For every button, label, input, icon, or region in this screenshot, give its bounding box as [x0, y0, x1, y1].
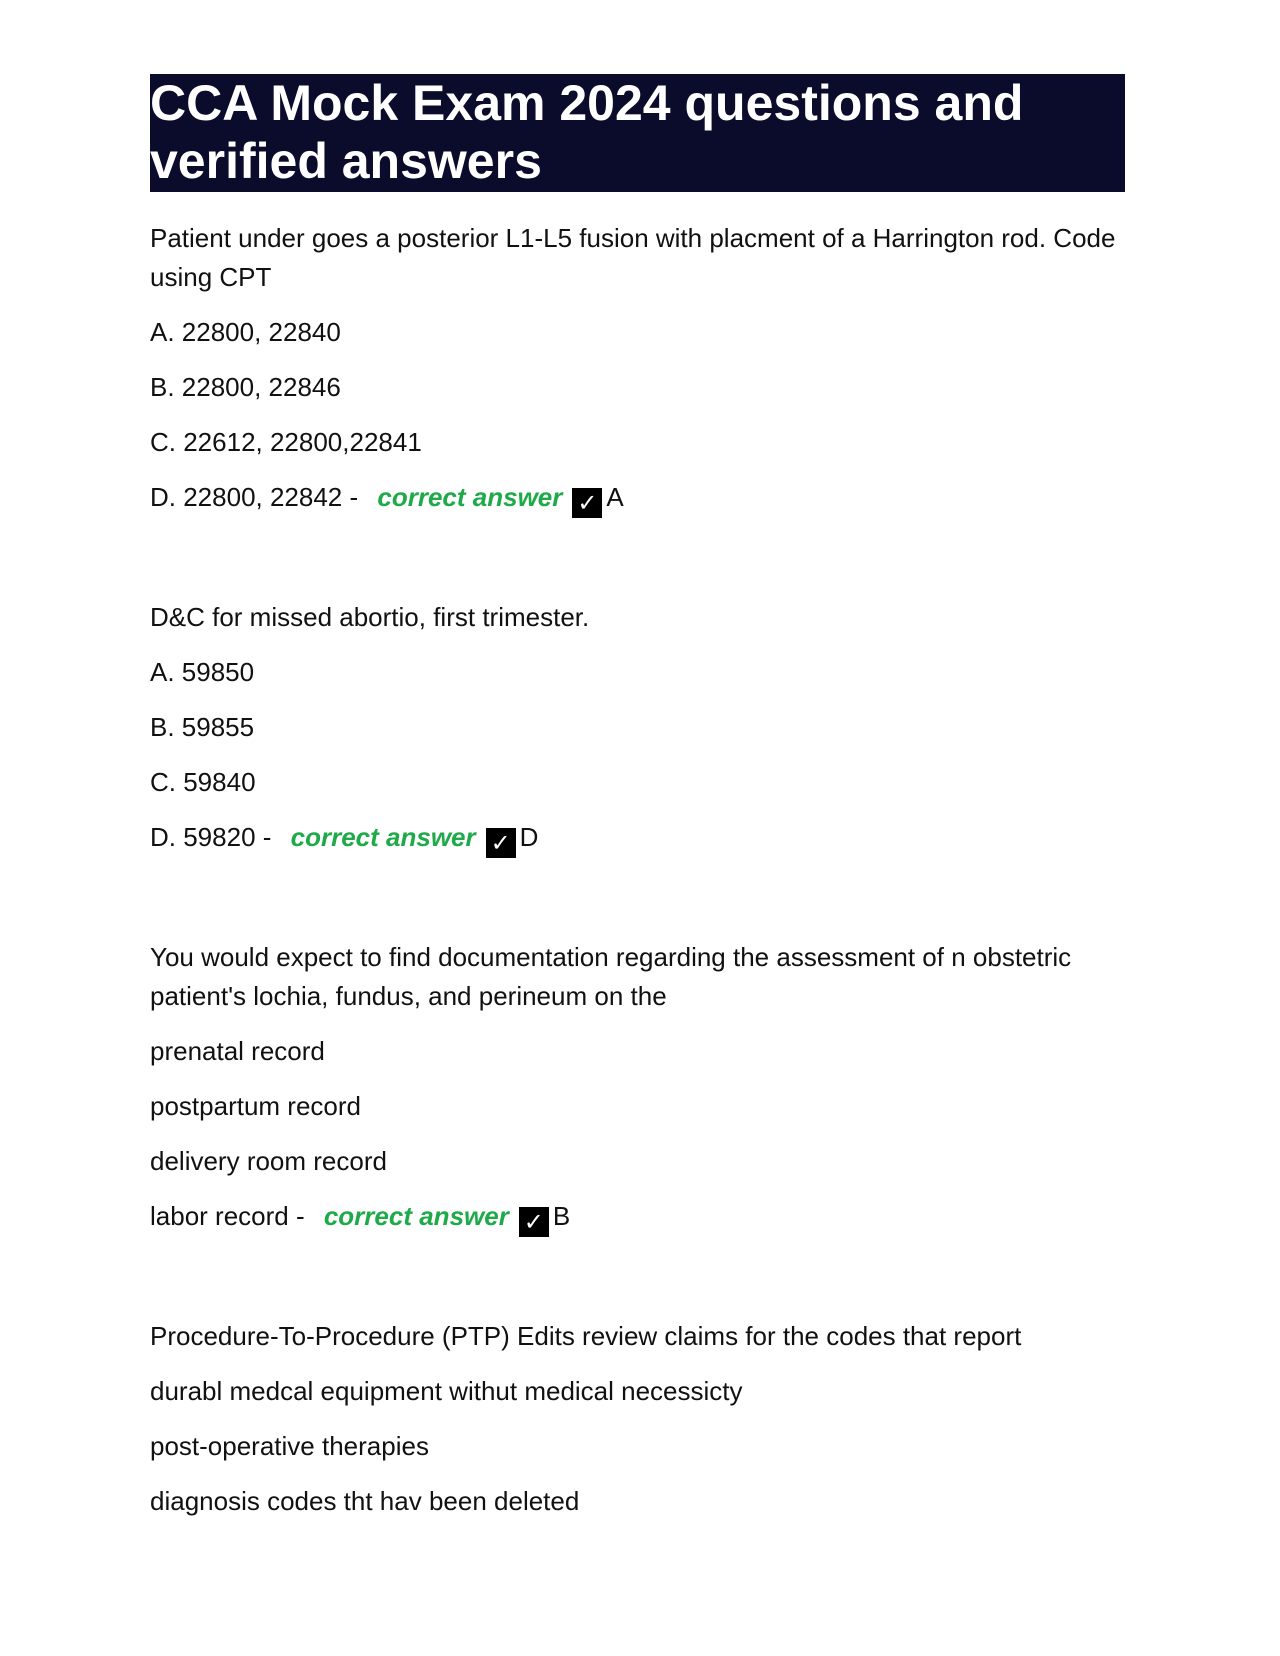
- answer-option-with-answer: [150, 1197, 1125, 1236]
- correct-answer-label: correct answer: [377, 482, 563, 512]
- answer-option: durabl medcal equipment withut medical necessicty: [150, 1376, 743, 1406]
- question-text: Patient under goes a posterior L1-L5 fusion with placment of a Harrington rod. Code using CPT: [150, 223, 1116, 292]
- question-block-3: [150, 938, 1125, 1236]
- answer-option: A. 59850: [150, 657, 255, 687]
- checkmark-icon: ✓: [519, 1207, 549, 1237]
- question-text: You would expect to find documentation regarding the assessment of n obstetric patient's lochia, fundus, and perineum on the: [150, 942, 1072, 1011]
- answer-option-text: D. 22800, 22842 -: [150, 482, 366, 512]
- answer-option: prenatal record: [150, 1036, 325, 1066]
- question-text: Procedure-To-Procedure (PTP) Edits review claims for the codes that report: [150, 1321, 1022, 1351]
- checkmark-icon: ✓: [486, 828, 516, 858]
- correct-answer-label: correct answer: [323, 1201, 509, 1231]
- answer-option: diagnosis codes tht hav been deleted: [150, 1486, 580, 1516]
- answer-option-with-answer: [150, 818, 1125, 857]
- checkmark-icon: ✓: [572, 488, 602, 518]
- correct-answer-letter: B: [552, 1201, 571, 1231]
- answer-option-with-answer: [150, 478, 1125, 517]
- question-text: D&C for missed abortio, first trimester.: [150, 602, 590, 632]
- answer-option: postpartum record: [150, 1091, 361, 1121]
- answer-option: C. 22612, 22800,22841: [150, 427, 422, 457]
- correct-answer-label: correct answer: [290, 822, 476, 852]
- section-spacer: [150, 517, 1125, 571]
- answer-option: post-operative therapies: [150, 1431, 429, 1461]
- section-spacer: [150, 857, 1125, 911]
- document-page: [150, 74, 1125, 1521]
- answer-option: B. 22800, 22846: [150, 372, 341, 402]
- document-title: CCA Mock Exam 2024 questions and verified answers: [150, 74, 1125, 192]
- question-block-1: [150, 219, 1125, 517]
- correct-answer-letter: D: [519, 822, 539, 852]
- answer-option: delivery room record: [150, 1146, 387, 1176]
- answer-option: A. 22800, 22840: [150, 317, 341, 347]
- answer-option: C. 59840: [150, 767, 256, 797]
- answer-option: B. 59855: [150, 712, 255, 742]
- correct-answer-letter: A: [606, 482, 624, 512]
- question-block-4: [150, 1317, 1125, 1521]
- question-block-2: [150, 598, 1125, 857]
- answer-option-text: D. 59820 -: [150, 822, 279, 852]
- answer-option-text: labor record -: [150, 1201, 312, 1231]
- section-spacer: [150, 1236, 1125, 1290]
